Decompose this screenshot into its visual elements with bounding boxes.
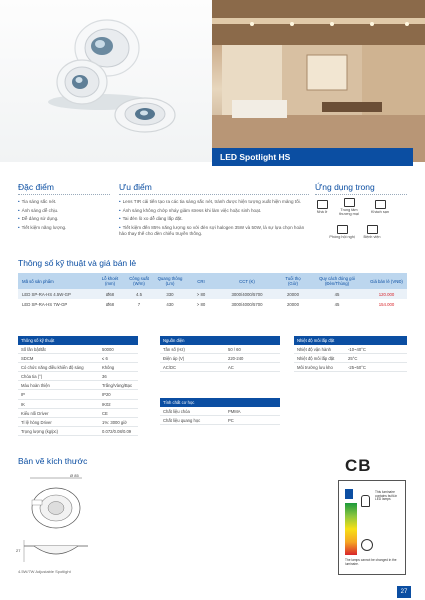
app-hospital: Bệnh viện: [360, 225, 384, 239]
energy-flag-icon: [345, 489, 353, 499]
advantages-title: Ưu điểm: [119, 182, 152, 192]
col-header: Quang thông (Lm): [154, 273, 186, 289]
applications-title: Ứng dụng trong: [315, 182, 375, 192]
table-cell: 20000: [278, 289, 308, 299]
price-table: [18, 273, 407, 309]
app-hotel: Khách sạn: [365, 200, 395, 214]
advantages-divider: [119, 194, 309, 195]
table-row: Chất liệu quang học PC: [160, 416, 280, 425]
price-table-header: [18, 273, 407, 289]
price-cell: 154.000: [366, 299, 407, 309]
advantage-item: • Tiết kiệm đến 85% năng lượng so với đèn sợi halogen 35W và 50W, là sự lựa chọn hoàn hảo thay thế cho đèn chiếu truyền thống.: [119, 224, 309, 237]
col-header: Lỗ khoét (mm): [96, 273, 124, 289]
drawing-caption: 4.5W/7W Adjustable Spotlight: [18, 569, 71, 574]
table-cell: LED SP-RA-HS 7W-GP: [18, 299, 96, 309]
no-replace-icon: [361, 539, 373, 551]
table-cell: 330: [154, 289, 186, 299]
table-row: Tần số (Hz) 50 / 60: [160, 345, 280, 354]
product-photo: [0, 0, 212, 162]
app-house: Nhà ở: [310, 200, 334, 214]
table-row: SDCM ≤ 6: [18, 354, 138, 363]
room-photo: [212, 0, 425, 162]
spec-temp-table: [294, 336, 407, 372]
table-cell: 3000/4000/5700: [216, 299, 278, 309]
table-cell: 3000/4000/5700: [216, 289, 278, 299]
conference-icon: [337, 225, 348, 234]
feature-item: • Tiết kiệm năng lượng.: [18, 224, 113, 233]
table-row: [18, 299, 407, 309]
table-row: AC/DC AC: [160, 363, 280, 372]
feature-item: • Tia sáng sắc nét.: [18, 198, 113, 207]
features-list: [18, 198, 113, 232]
table-cell: 4.5: [124, 289, 154, 299]
spec-power-table: [160, 336, 280, 372]
dim-top-label: Ø 85: [70, 473, 79, 478]
table-row: Chóa tia (°) 36: [18, 372, 138, 381]
col-header: CRI: [186, 273, 216, 289]
table-cell: 45: [308, 299, 366, 309]
col-header: Mã số sản phẩm: [18, 273, 96, 289]
table-row: Màu hoàn thiện Trắng/Vàng/Bạc: [18, 381, 138, 390]
col-header: Công suất (W/m): [124, 273, 154, 289]
advantage-item: • Lens TIR cải tiến tạo ra các tia sáng sắc nét, tránh được hiện tượng xuất hiện mảng tối.: [119, 198, 309, 207]
energy-label: [338, 480, 406, 575]
spec-temp-title: Nhiệt độ môi lắp đặt: [294, 336, 407, 345]
price-table-title: Thông số kỹ thuật và giá bán lẻ: [18, 258, 137, 268]
spec-general-title: Thông số kỹ thuật: [18, 336, 138, 345]
col-header: Giá bán lẻ (VNĐ): [366, 273, 407, 289]
table-row: Kiểu nối Driver CE: [18, 409, 138, 418]
feature-item: • Dễ dàng sử dụng.: [18, 215, 113, 224]
table-row: Có chức năng điều khiển độ sáng Không: [18, 363, 138, 372]
col-header: CCT (K): [216, 273, 278, 289]
house-icon: [317, 200, 328, 209]
table-cell: 45: [308, 289, 366, 299]
table-row: Nhiệt độ môi lắp đặt 25°C: [294, 354, 407, 363]
table-cell: 20000: [278, 299, 308, 309]
features-title: Đặc điểm: [18, 182, 54, 192]
lamp-icon: [361, 495, 370, 507]
table-row: Trọng lượng (kg/pc) 0.072/0.08/0.09: [18, 427, 138, 436]
table-row: IK IK02: [18, 400, 138, 409]
table-cell: 7: [124, 299, 154, 309]
table-row: Điện áp (V) 220-240: [160, 354, 280, 363]
spec-power-title: Nguồn điện: [160, 336, 280, 345]
price-cell: 120.000: [366, 289, 407, 299]
col-header: Tuổi thọ (Giờ): [278, 273, 308, 289]
table-row: Nhiệt độ vận hành -10~40°C: [294, 345, 407, 354]
drawing-title: Bản vẽ kích thước: [18, 456, 88, 466]
table-row: IP IP20: [18, 390, 138, 399]
advantage-item: • Ánh sáng không chớp nháy giảm stress khi làm việc hoặc sinh hoạt.: [119, 207, 309, 216]
dimension-drawing: [16, 470, 115, 585]
energy-scale-icon: [345, 503, 357, 555]
col-header: Quy cách đóng gói (Đèn/Thùng): [308, 273, 366, 289]
spotlight-image-3: [115, 98, 175, 132]
spec-material-title: Tính chất cơ học: [160, 398, 280, 407]
table-row: [18, 289, 407, 299]
app-conference: Phòng hội nghị: [327, 225, 357, 239]
energy-note-2: The lamps cannot be changed in the luminaire.: [345, 558, 397, 566]
advantage-item: • Tai đèn lò xo dễ dàng lắp đặt.: [119, 215, 309, 224]
hospital-icon: [367, 225, 378, 234]
cb-certification-mark: CB: [345, 456, 372, 475]
features-divider: [18, 194, 110, 195]
app-mall: Trung tâm thương mại: [337, 198, 361, 216]
table-cell: 430: [154, 299, 186, 309]
dim-side-label: 27: [16, 548, 21, 553]
energy-note-1: This luminaire contains built-in LED lamps: [375, 490, 398, 502]
table-cell: > 80: [186, 299, 216, 309]
spotlight-image-2: [57, 60, 107, 104]
mall-icon: [344, 198, 355, 207]
spec-material-table: [160, 398, 280, 425]
table-row: Tỉ lệ hỏng Driver 1%: 3000 giờ: [18, 418, 138, 427]
table-cell: Ø68: [96, 289, 124, 299]
table-row: Số lần bật/tắt 50000: [18, 345, 138, 354]
hotel-icon: [375, 200, 386, 209]
table-cell: LED SP-RA-HS 4.5W-GP: [18, 289, 96, 299]
table-cell: > 80: [186, 289, 216, 299]
table-row: Môi trường lưu kho -25~50°C: [294, 363, 407, 372]
table-row: Chất liệu chóa PMMA: [160, 407, 280, 416]
page-number: 27: [397, 586, 411, 598]
feature-item: • Ánh sáng dễ chịu.: [18, 207, 113, 216]
applications-divider: [315, 194, 407, 195]
table-cell: Ø68: [96, 299, 124, 309]
spec-general-table: [18, 336, 138, 436]
advantages-list: [119, 198, 309, 237]
product-title: LED Spotlight HS: [212, 148, 413, 166]
